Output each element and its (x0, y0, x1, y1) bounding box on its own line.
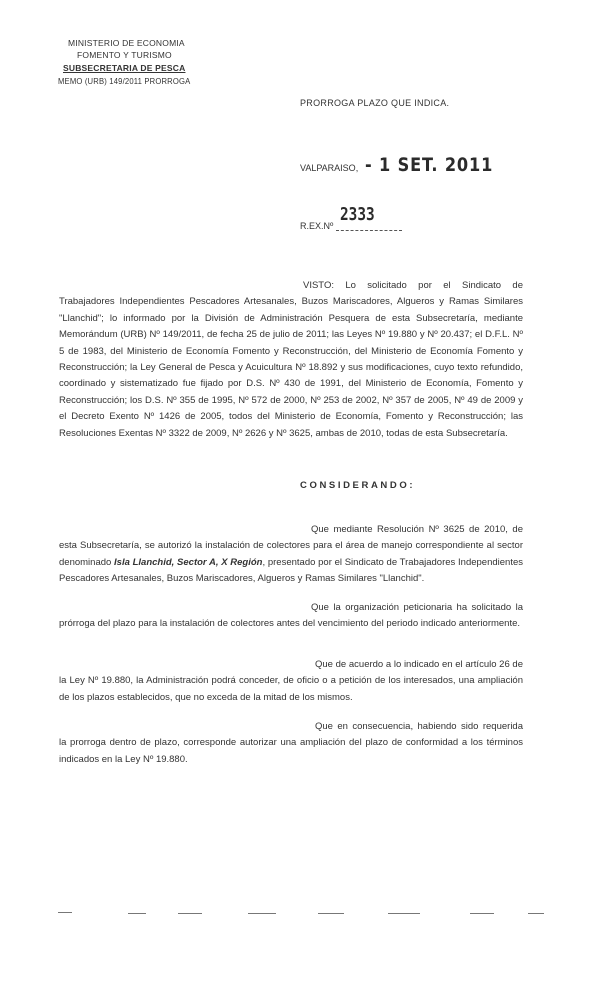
considerando-heading: CONSIDERANDO: (300, 480, 416, 491)
header-ministry-sub: FOMENTO Y TURISMO (77, 50, 172, 60)
footer-dash (178, 913, 202, 914)
resolution-underline (336, 230, 402, 231)
ministry-header (52, 36, 212, 96)
footer-dash (248, 913, 276, 914)
header-subsecretaria: SUBSECRETARIA DE PESCA (63, 63, 186, 73)
considerando-1-text-a: Que mediante Resolución Nº 3625 de 2010, de esta Subsecretaría, se autorizó la instalación de colectores para el área de manejo correspondiente al sector denominado (59, 524, 523, 568)
resolution-number: 2333 (340, 204, 375, 225)
date-stamp: - 1 SET. 2011 (365, 154, 494, 176)
visto-lead: VISTO: (303, 280, 334, 291)
considerando-paragraph-4 (59, 719, 523, 768)
header-memo-ref: MEMO (URB) 149/2011 PRORROGA (58, 76, 191, 86)
visto-text: Lo solicitado por el Sindicato de Trabajadores Independientes Pescadores Artesanales, Buzos Mariscadores, Algueros y Ramas Similares "Llanchid"; lo informado por la División de Administración Pesquera de esta Subsecretaría, mediante Memorándum (URB) Nº 149/2011, de fecha 25 de julio de 2011; las Leyes Nº 19.880 y Nº 20.437; el D.F.L. Nº 5 de 1983, del Ministerio de Economía Fomento y Reconstrucción, del Ministerio de Economía Fomento y Reconstrucción; la Ley General de Pesca y Acuicultura Nº 18.892 y sus modificaciones, cuyo texto refundido, coordinado y sistematizado fue fijado por D.S. Nº 430 de 1991, del Ministerio de Economía, Fomento y Reconstrucción; los D.S. Nº 355 de 1995, Nº 572 de 2000, Nº 253 de 2002, Nº 357 de 2005, Nº 49 de 2009 y el Decreto Exento Nº 1426 de 2005, todos del Ministerio de Economía, Fomento y Reconstrucción; las Resoluciones Exentas Nº 3322 de 2009, Nº 2626 y Nº 3625, ambas de 2010, todas de esta Subsecretaría. (59, 280, 523, 439)
footer-dash (388, 913, 420, 914)
considerando-paragraph-2 (59, 600, 523, 633)
footer-dash (58, 912, 72, 913)
considerando-paragraph-1 (59, 522, 523, 588)
visto-paragraph (59, 278, 523, 442)
considerando-2-text: Que la organización peticionaria ha solicitado la prórroga del plazo para la instalación de colectores antes del vencimiento del periodo indicado anteriormente. (59, 602, 523, 630)
footer-dash (128, 913, 146, 914)
header-ministry: MINISTERIO DE ECONOMIA (68, 38, 185, 48)
document-title: PRORROGA PLAZO QUE INDICA. (300, 98, 450, 108)
considerando-1-place: Isla Llanchid, Sector A, X Región (114, 556, 263, 568)
resolution-label: R.EX.Nº (300, 221, 334, 231)
footer-dash (318, 913, 344, 914)
considerando-3-text: Que de acuerdo a lo indicado en el artículo 26 de la Ley Nº 19.880, la Administración podrá conceder, de oficio o a petición de los interesados, una ampliación de los plazos establecidos, que no exceda de la mitad de los mismos. (59, 659, 523, 703)
footer-dash (528, 913, 544, 914)
considerando-4-text: Que en consecuencia, habiendo sido requerida la prorroga dentro de plazo, corresponde autorizar una ampliación del plazo de conformidad a los términos indicados en la Ley Nº 19.880. (59, 721, 523, 765)
considerando-paragraph-3 (59, 657, 523, 706)
footer-dash (470, 913, 494, 914)
considerando-1-text-b: , presentado por el Sindicato de Trabajadores Independientes Pescadores Artesanales, Buzos Mariscadores, Algueros y Ramas Similares "Llanchid". (59, 556, 523, 585)
date-place: VALPARAISO, (300, 163, 359, 173)
